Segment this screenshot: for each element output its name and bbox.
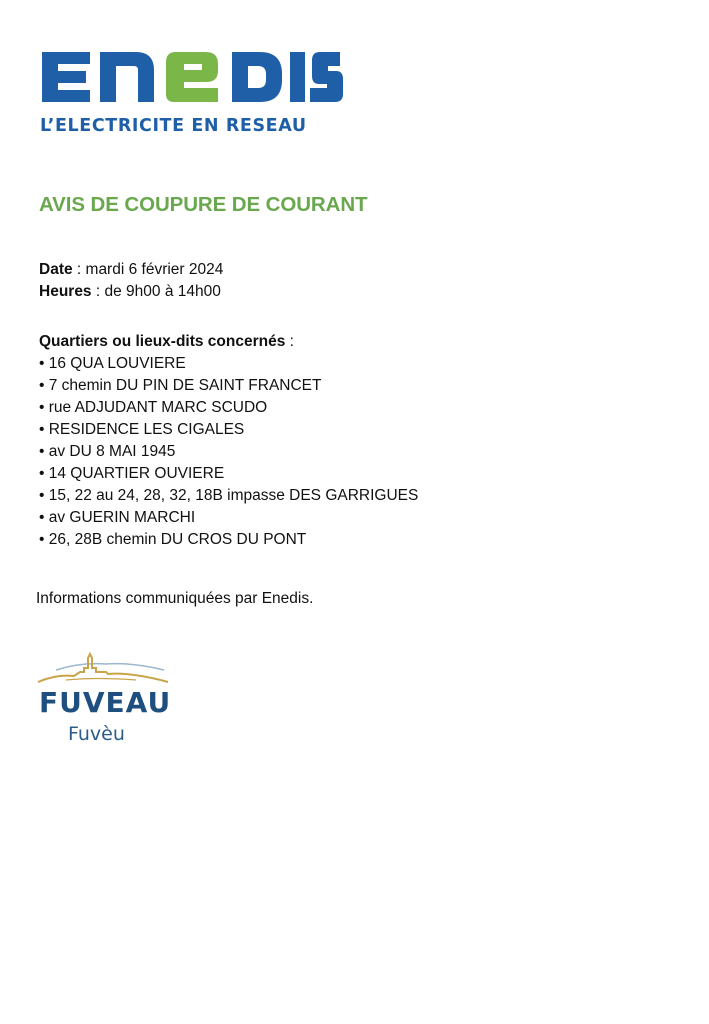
outage-schedule bbox=[39, 259, 223, 303]
village-skyline-icon bbox=[36, 650, 171, 690]
list-item: • 26, 28B chemin DU CROS DU PONT bbox=[39, 531, 307, 548]
list-item: • 14 QUARTIER OUVIERE bbox=[39, 465, 225, 482]
list-item: • av GUERIN MARCHI bbox=[39, 509, 196, 526]
areas-list bbox=[39, 353, 418, 551]
list-item: • rue ADJUDANT MARC SCUDO bbox=[39, 399, 268, 416]
town-subname: Fuvèu bbox=[68, 723, 125, 745]
areas-heading-label: Quartiers ou lieux-dits concernés bbox=[39, 333, 286, 350]
town-name: FUVEAU bbox=[39, 686, 172, 719]
hours-label: Heures bbox=[39, 283, 92, 300]
list-item: • av DU 8 MAI 1945 bbox=[39, 443, 176, 460]
areas-heading bbox=[39, 331, 418, 353]
list-item: • 15, 22 au 24, 28, 32, 18B impasse DES GARRIGUES bbox=[39, 487, 419, 504]
list-item: • RESIDENCE LES CIGALES bbox=[39, 421, 245, 438]
date-value: : mardi 6 février 2024 bbox=[72, 261, 224, 278]
notice-title: AVIS DE COUPURE DE COURANT bbox=[39, 193, 368, 216]
enedis-wordmark-icon bbox=[38, 44, 343, 110]
enedis-logo bbox=[38, 44, 348, 144]
areas-heading-suffix: : bbox=[285, 333, 294, 350]
source-note: Informations communiquées par Enedis. bbox=[36, 590, 314, 607]
date-line bbox=[39, 259, 223, 281]
list-item: • 16 QUA LOUVIERE bbox=[39, 355, 186, 372]
enedis-tagline: L’ELECTRICITE EN RESEAU bbox=[40, 116, 307, 136]
date-label: Date bbox=[39, 261, 73, 278]
affected-areas bbox=[39, 331, 418, 551]
list-item: • 7 chemin DU PIN DE SAINT FRANCET bbox=[39, 377, 322, 394]
hours-line bbox=[39, 281, 223, 303]
fuveau-logo bbox=[36, 650, 176, 760]
hours-value: : de 9h00 à 14h00 bbox=[91, 283, 221, 300]
